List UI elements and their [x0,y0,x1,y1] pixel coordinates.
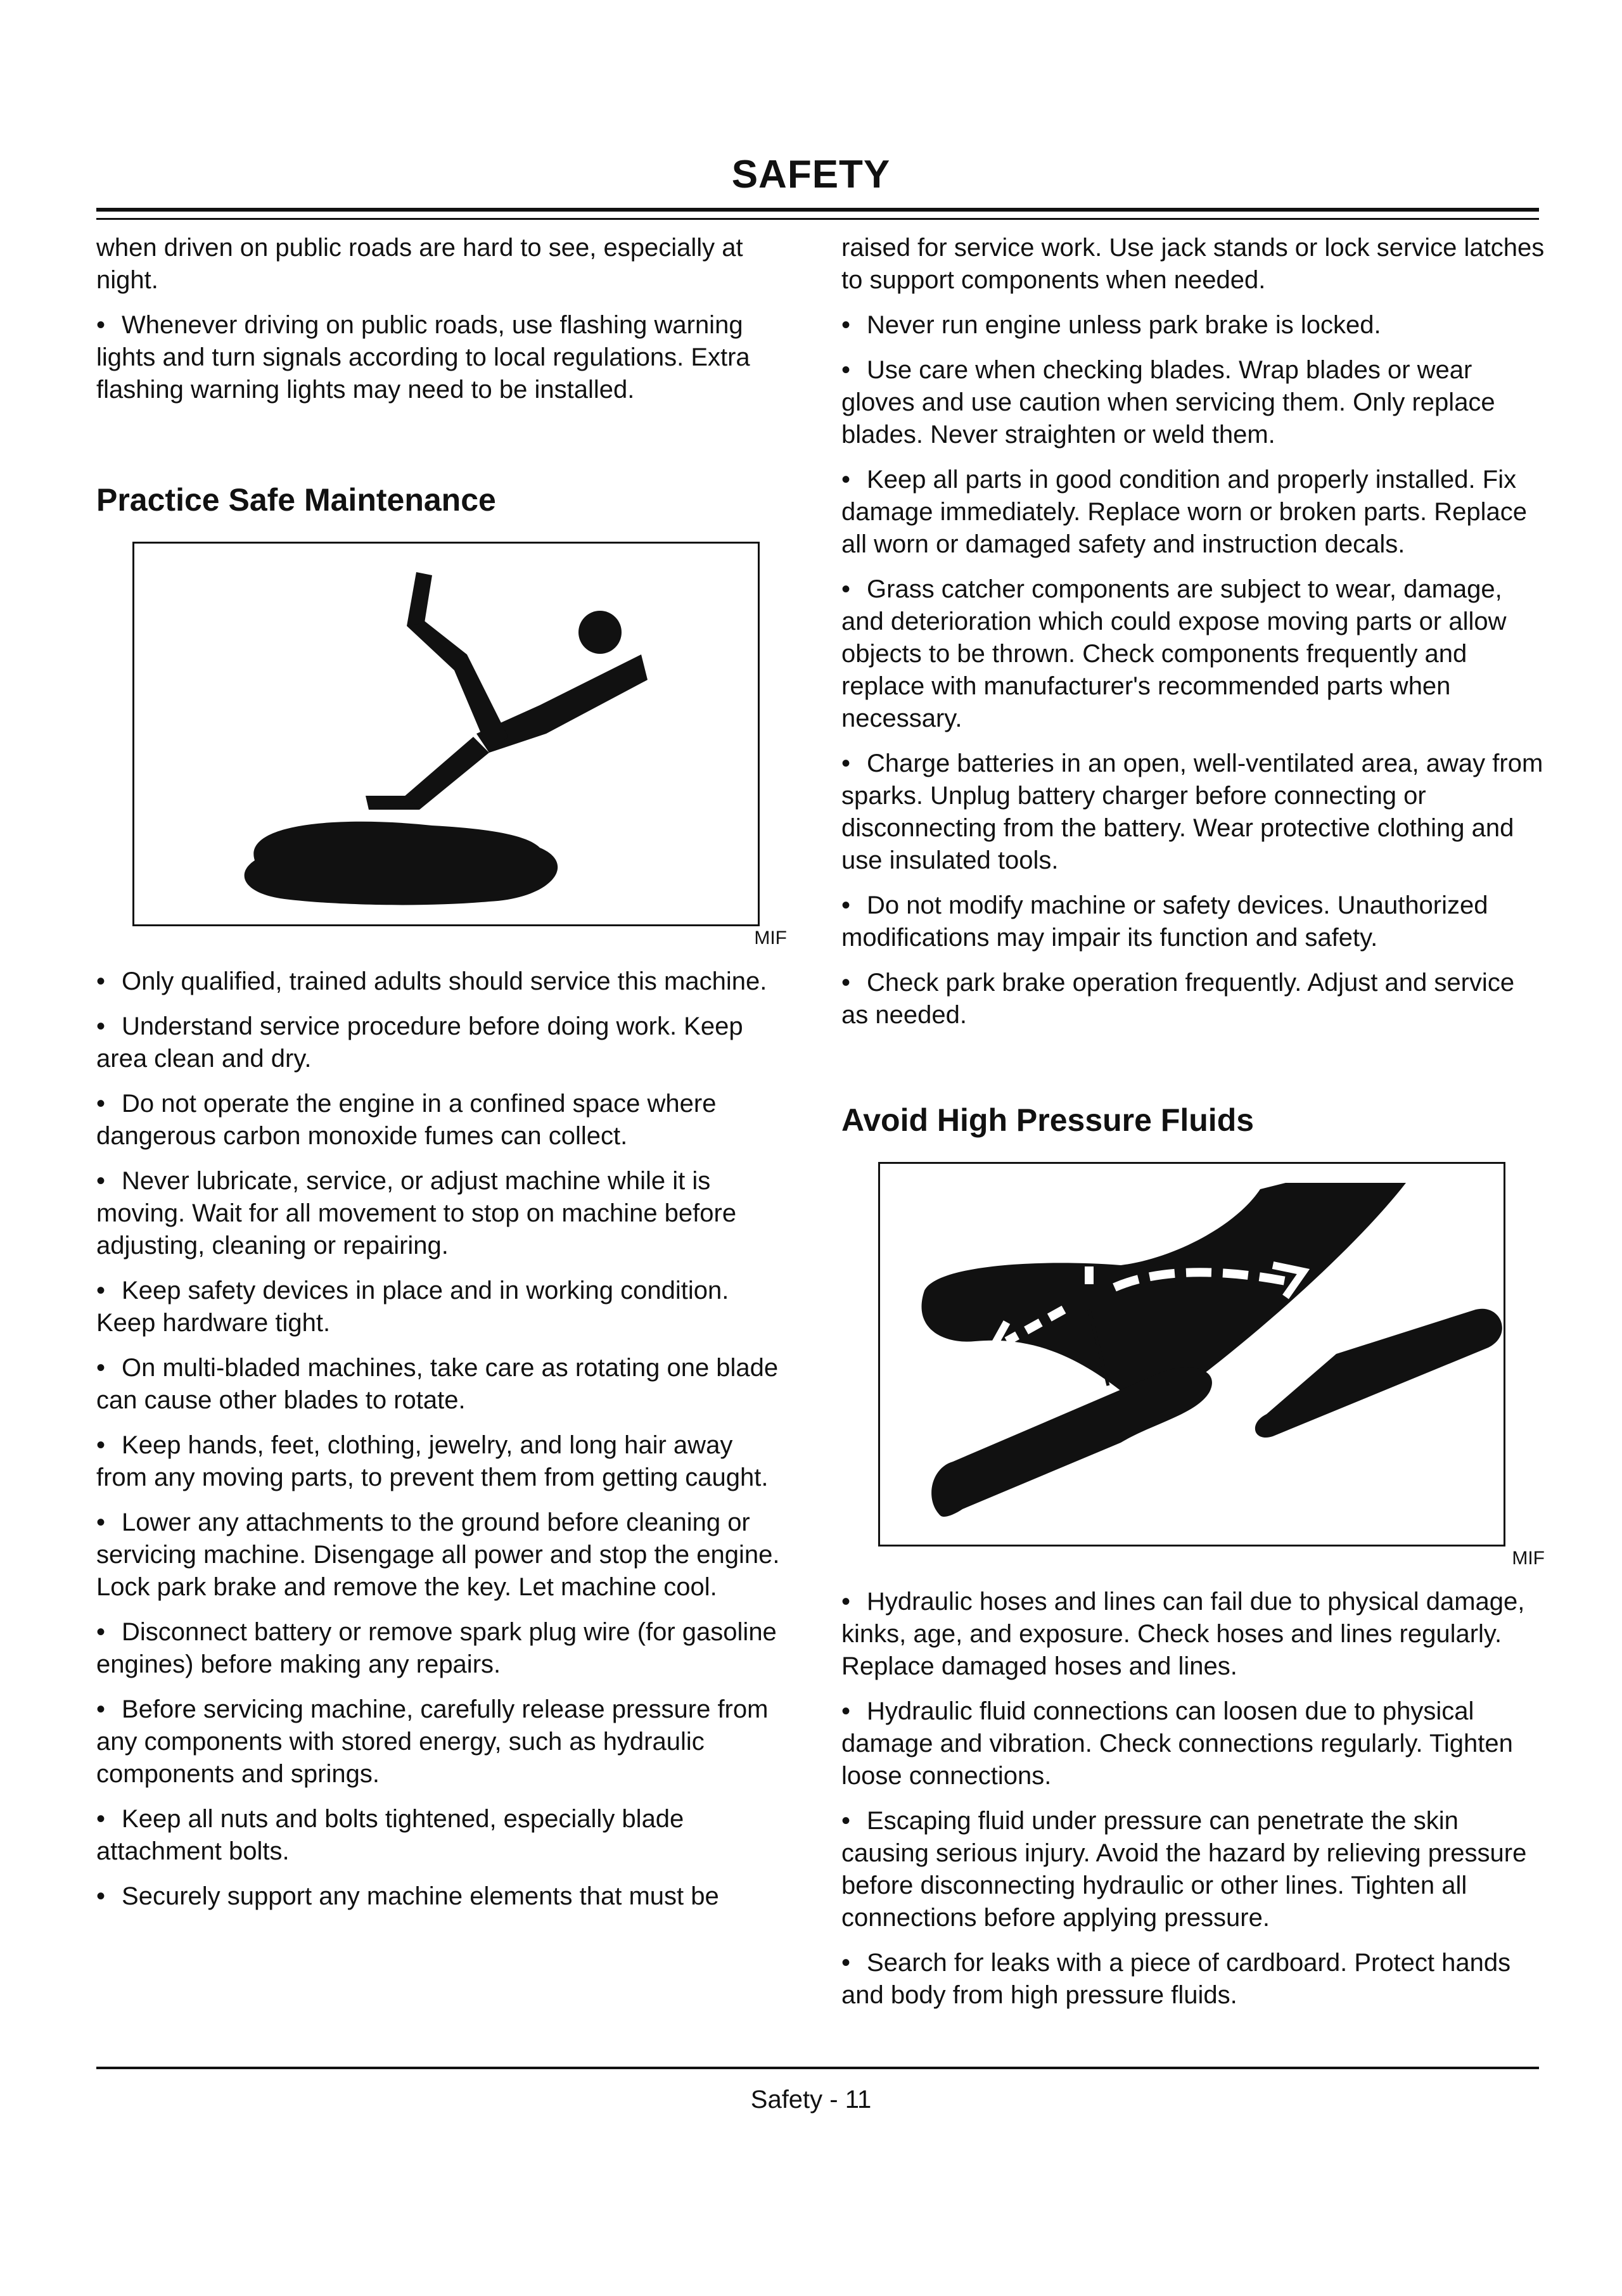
bullet-item: • Keep hands, feet, clothing, jewelry, and long hair away from any moving parts, to prevent them from getting caught. [96,1429,787,1494]
right-column [841,232,1545,2024]
bullet-item: • Use care when checking blades. Wrap blades or wear gloves and use caution when servicing them. Only replace blades. Never straighten or weld them. [841,354,1545,451]
bullet-item: • Never run engine unless park brake is locked. [841,309,1545,341]
left-column [96,232,787,1925]
raised-foot [407,572,432,626]
bullet-item: • Never lubricate, service, or adjust machine while it is moving. Wait for all movement to stop on machine before adjusting, cleaning or repairing. [96,1165,787,1262]
bullet-item: • Only qualified, trained adults should service this machine. [96,966,787,998]
figure-slip-hazard [132,542,760,926]
bullet-item: • Before servicing machine, carefully release pressure from any components with stored energy, such as hydraulic components and springs. [96,1693,787,1790]
bullet-item: • Do not operate the engine in a confined space where dangerous carbon monoxide fumes can collect. [96,1088,787,1152]
figure-caption: MIF [1512,1548,1545,1569]
fluid-injection-hand-icon [880,1164,1507,1548]
puddle-shape [245,822,558,905]
bullet-item: • Do not modify machine or safety devices. Unauthorized modifications may impair its function and safety. [841,890,1545,954]
page-title: SAFETY [731,153,891,196]
slipping-person-icon [134,544,762,928]
bullet-item: • Search for leaks with a piece of cardboard. Protect hands and body from high pressure fluids. [841,1947,1545,2012]
bullet-item: • Check park brake operation frequently. Adjust and service as needed. [841,967,1545,1031]
continued-text: when driven on public roads are hard to see, especially at night. [96,234,743,294]
bullet-item: • Understand service procedure before doing work. Keep area clean and dry. [96,1011,787,1075]
header-rule-thick [96,208,1539,212]
footer-rule [96,2067,1539,2069]
raised-leg [407,615,508,753]
bullet-item: • Grass catcher components are subject to wear, damage, and deterioration which could expose moving parts or allow objects to be thrown. Check components frequently and replace with manufacturer's recommended parts when necessary. [841,573,1545,735]
bullet-item: • Hydraulic fluid connections can loosen due to physical damage and vibration. Check connections regularly. Tighten loose connections. [841,1695,1545,1792]
head-shape [578,611,622,654]
bullet-item: • Hydraulic hoses and lines can fail due to physical damage, kinks, age, and exposure. Check hoses and lines regularly. Replace damaged hoses and lines. [841,1586,1545,1683]
bullet-item: • Lower any attachments to the ground before cleaning or servicing machine. Disengage all power and stop the engine. Lock park brake and remove the key. Let machine cool. [96,1507,787,1604]
section-heading-safe-maintenance: Practice Safe Maintenance [96,482,496,518]
bullet-item: • On multi-bladed machines, take care as rotating one blade can cause other blades to rotate. [96,1352,787,1417]
right-hose-shape [1255,1309,1502,1438]
figure-caption: MIF [754,928,787,948]
bullet-item: • Keep safety devices in place and in working condition. Keep hardware tight. [96,1275,787,1339]
lower-finger-shape [931,1367,1212,1517]
lower-leg [404,737,489,810]
page-footer: Safety - 11 [750,2086,872,2114]
figure-high-pressure-fluid [878,1162,1505,1547]
header-rule-thin [96,218,1539,220]
section-heading-high-pressure-fluids: Avoid High Pressure Fluids [841,1102,1255,1138]
bullet-item: • Securely support any machine elements that must be [96,1880,787,1913]
bullet-item: • Disconnect battery or remove spark plug wire (for gasoline engines) before making any repairs. [96,1616,787,1681]
bullet-item: • Escaping fluid under pressure can penetrate the skin causing serious injury. Avoid the hazard by relieving pressure before disconnecting hydraulic or other lines. Tighten all connections before applying pressure. [841,1805,1545,1934]
bullet-item: • Whenever driving on public roads, use flashing warning lights and turn signals according to local regulations. Extra flashing warning lights may need to be installed. [96,309,787,406]
bullet-item: • Keep all parts in good condition and properly installed. Fix damage immediately. Replace worn or broken parts. Replace all worn or damaged safety and instruction decals. [841,464,1545,561]
continued-text: raised for service work. Use jack stands or lock service latches to support components when needed. [841,234,1545,294]
bullet-item: • Keep all nuts and bolts tightened, especially blade attachment bolts. [96,1803,787,1868]
bullet-item: • Charge batteries in an open, well-ventilated area, away from sparks. Unplug battery charger before connecting or disconnecting from the battery. Wear protective clothing and use insulated tools. [841,748,1545,877]
